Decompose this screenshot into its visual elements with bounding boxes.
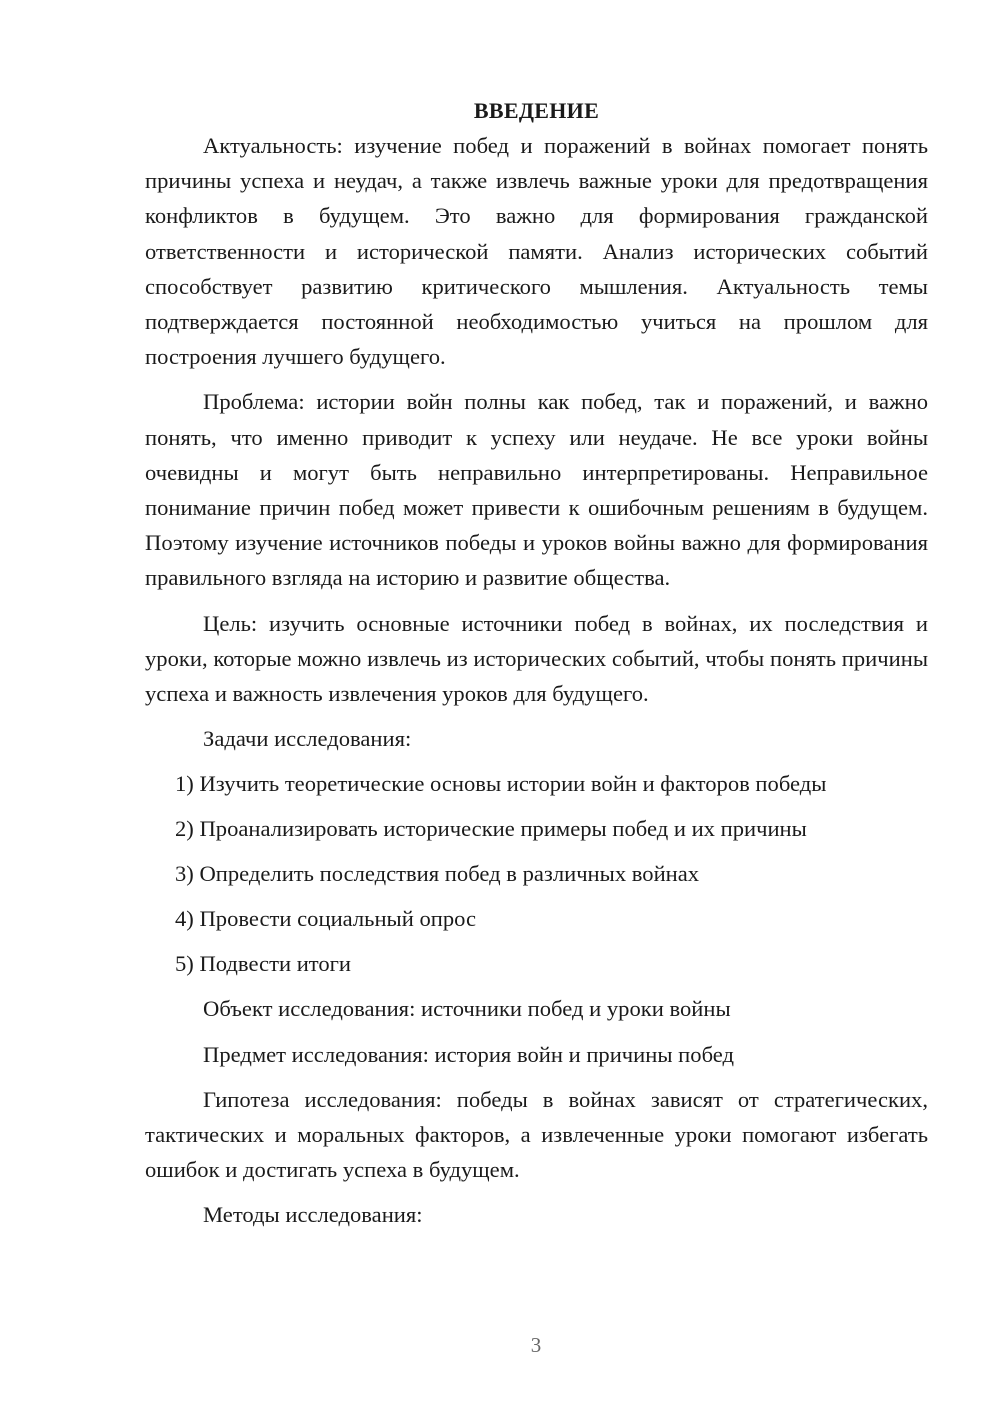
paragraph-relevance: Актуальность: изучение побед и поражений в войнах помогает понять причины успеха и неудач, а также извлечь важные уроки для предотвращения конфликтов в будущем. Это важно для формирования гражданской ответственности и исторической памяти. Анализ исторических событий способствует развитию критического мышления. Актуальность темы подтверждается постоянной необходимостью учиться на прошлом для построения лучшего будущего.	[145, 133, 928, 370]
research-subject: Предмет исследования: история войн и причины побед	[203, 1041, 734, 1067]
methods-heading: Методы исследования:	[203, 1202, 423, 1228]
page-number: 3	[530, 1333, 542, 1357]
list-item: 4) Провести социальный опрос	[175, 906, 477, 932]
list-item: 1) Изучить теоретические основы истории войн и факторов победы	[175, 771, 827, 797]
paragraph-goal: Цель: изучить основные источники побед в войнах, их последствия и уроки, которые можно извлечь из исторических событий, чтобы понять причины успеха и важность извлечения уроков для будущего.	[145, 610, 928, 707]
task-list	[145, 766, 928, 981]
list-item: 3) Определить последствия побед в различных войнах	[175, 861, 700, 887]
research-object: Объект исследования: источники побед и уроки войны	[203, 996, 731, 1022]
paragraph-problem: Проблема: истории войн полны как побед, так и поражений, и важно понять, что именно приводит к успеху или неудаче. Не все уроки войны очевидны и могут быть неправильно интерпретированы. Неправильное понимание причин побед может привести к ошибочным решениям в будущем. Поэтому изучение источников победы и уроков войны важно для формирования правильного взгляда на историю и развитие общества.	[145, 389, 928, 591]
page-title: ВВЕДЕНИЕ	[473, 98, 600, 123]
list-item: 2) Проанализировать исторические примеры побед и их причины	[175, 816, 807, 842]
list-item: 5) Подвести итоги	[175, 951, 352, 977]
tasks-heading: Задачи исследования:	[203, 726, 412, 752]
page-content	[145, 93, 928, 1233]
research-hypothesis: Гипотеза исследования: победы в войнах зависят от стратегических, тактических и моральных факторов, а извлеченные уроки помогают избегать ошибок и достигать успеха в будущем.	[145, 1086, 928, 1183]
